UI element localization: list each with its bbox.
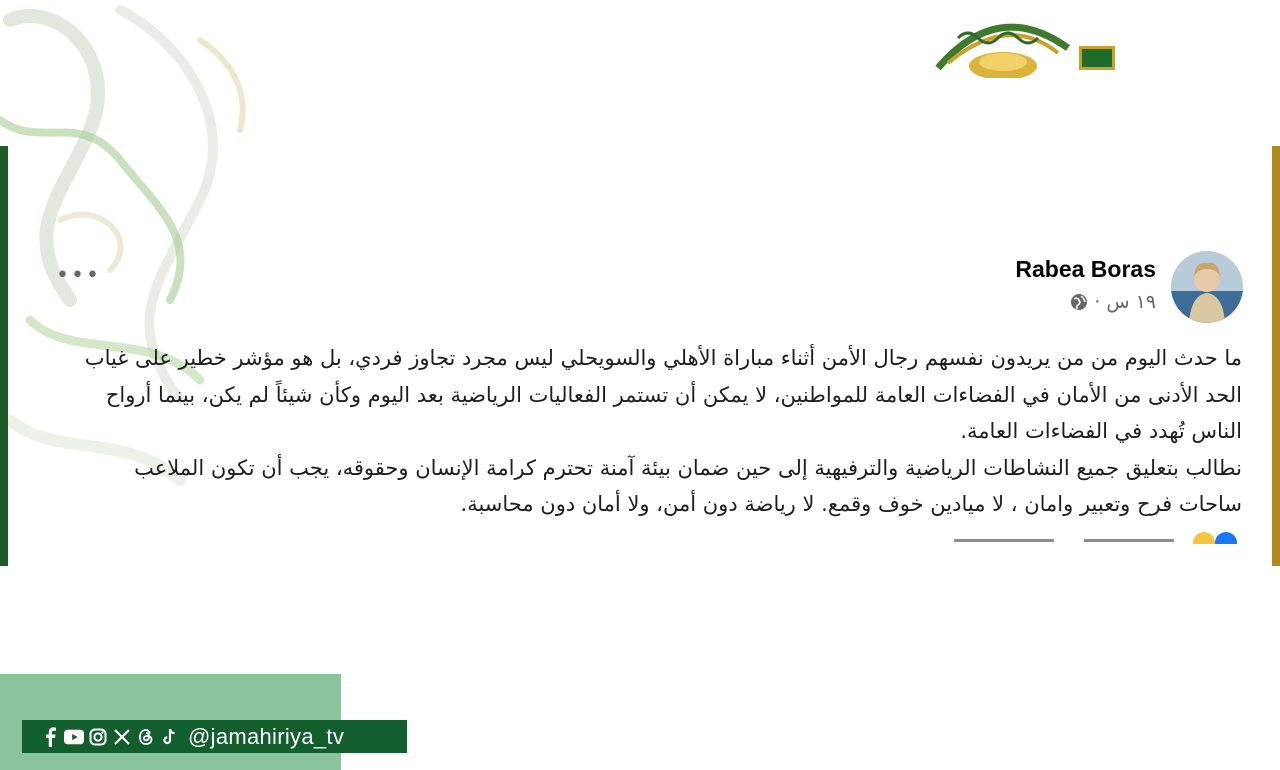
globe-icon [1070, 293, 1088, 311]
social-handle[interactable]: @jamahiriya_tv [188, 723, 345, 749]
facebook-post [8, 146, 1272, 566]
threads-icon[interactable] [136, 727, 156, 747]
truncated-reaction-line [74, 530, 1242, 544]
meta-separator: · [1094, 291, 1101, 313]
social-bar [22, 720, 407, 753]
post-body [74, 340, 1242, 523]
post-time[interactable]: ١٩ س [1106, 291, 1156, 313]
author-name[interactable]: Rabea Boras [1015, 256, 1156, 282]
tiktok-icon[interactable] [160, 727, 180, 747]
flag-emblem [1079, 46, 1115, 70]
post-meta [1070, 291, 1156, 313]
profile-photo-icon [1171, 251, 1243, 323]
post-paragraph: ما حدث اليوم من من يريدون نفسهم رجال الأمن أثناء مباراة الأهلي والسويحلي ليس مجرد تجاوز فردي، بل هو مؤشر خطير على غياب الحد الأدنى من الأمان في الفضاءات العامة للمواطنين، لا يمكن أن تستمر الفعاليات الرياضية بعد اليوم وكأن شيئاً لم يكن، بينما أرواح الناس تُهدد في الفضاءات العامة. [84, 346, 1242, 443]
avatar[interactable] [1171, 251, 1243, 323]
facebook-icon[interactable] [40, 727, 60, 747]
post-paragraph: نطالب بتعليق جميع النشاطات الرياضية والترفيهية إلى حين ضمان بيئة آمنة تحترم كرامة الإنسان وحقوقه، يجب أن تكون الملاعب ساحات فرح وتعبير وامان ، لا ميادين خوف وقمع. لا رياضة دون أمن، ولا أمان دون محاسبة. [134, 455, 1242, 516]
more-options-button[interactable]: ••• [56, 263, 101, 288]
instagram-icon[interactable] [88, 727, 108, 747]
youtube-icon[interactable] [64, 727, 84, 747]
left-accent-bar [0, 146, 8, 566]
x-icon[interactable] [112, 727, 132, 747]
right-accent-bar [1272, 146, 1280, 566]
